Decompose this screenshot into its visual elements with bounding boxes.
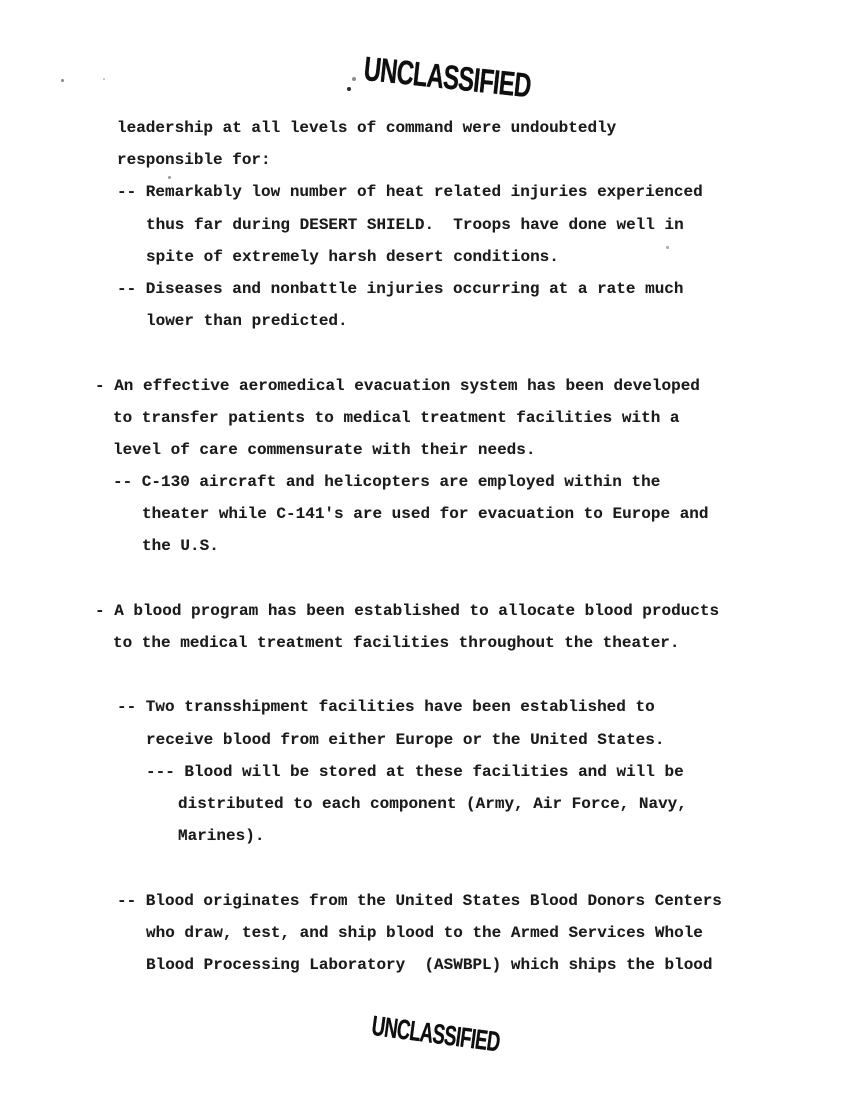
text-line: receive blood from either Europe or the United States.	[146, 730, 665, 749]
text-line: the U.S.	[142, 537, 219, 556]
text-line: -- C-130 aircraft and helicopters are employed within the	[113, 473, 661, 492]
text-line: -- Remarkably low number of heat related injuries experienced	[117, 183, 703, 202]
text-line: spite of extremely harsh desert conditions.	[146, 247, 559, 266]
text-line	[0, 337, 848, 369]
scan-noise-speck	[168, 176, 171, 179]
text-line: Marines).	[178, 827, 265, 846]
text-line: to transfer patients to medical treatment facilities with a	[113, 408, 680, 427]
scan-noise-speck	[61, 79, 64, 82]
classification-stamp-top: UNCLASSIFIED	[362, 50, 533, 106]
text-line	[0, 659, 848, 691]
scan-noise-speck	[347, 87, 351, 91]
text-line: responsible for:	[117, 151, 271, 170]
text-line: - An effective aeromedical evacuation system has been developed	[95, 376, 700, 395]
text-line: lower than predicted.	[146, 312, 348, 331]
text-line: -- Diseases and nonbattle injuries occurring at a rate much	[117, 279, 684, 298]
text-line	[0, 563, 848, 595]
classification-stamp-bottom: UNCLASSIFIED	[369, 1010, 502, 1058]
text-line: --- Blood will be stored at these facilities and will be	[146, 762, 684, 781]
text-line: - A blood program has been established to allocate blood products	[95, 601, 720, 620]
text-line	[0, 852, 848, 884]
text-line: theater while C-141's are used for evacuation to Europe and	[142, 505, 709, 524]
text-line: thus far during DESERT SHIELD. Troops have done well in	[146, 215, 684, 234]
document-body	[0, 112, 848, 981]
text-line: -- Blood originates from the United States Blood Donors Centers	[117, 891, 722, 910]
text-line: who draw, test, and ship blood to the Armed Services Whole	[146, 923, 703, 942]
text-line: distributed to each component (Army, Air Force, Navy,	[178, 794, 687, 813]
scan-noise-speck	[103, 78, 105, 80]
text-line: -- Two transshipment facilities have been established to	[117, 698, 655, 717]
scan-noise-speck	[666, 246, 669, 249]
text-line: to the medical treatment facilities throughout the theater.	[113, 634, 680, 652]
text-line: Blood Processing Laboratory (ASWBPL) which ships the blood	[146, 955, 713, 974]
text-line: leadership at all levels of command were undoubtedly	[117, 119, 617, 137]
text-line: level of care commensurate with their needs.	[113, 440, 536, 459]
scan-noise-speck	[352, 77, 356, 81]
